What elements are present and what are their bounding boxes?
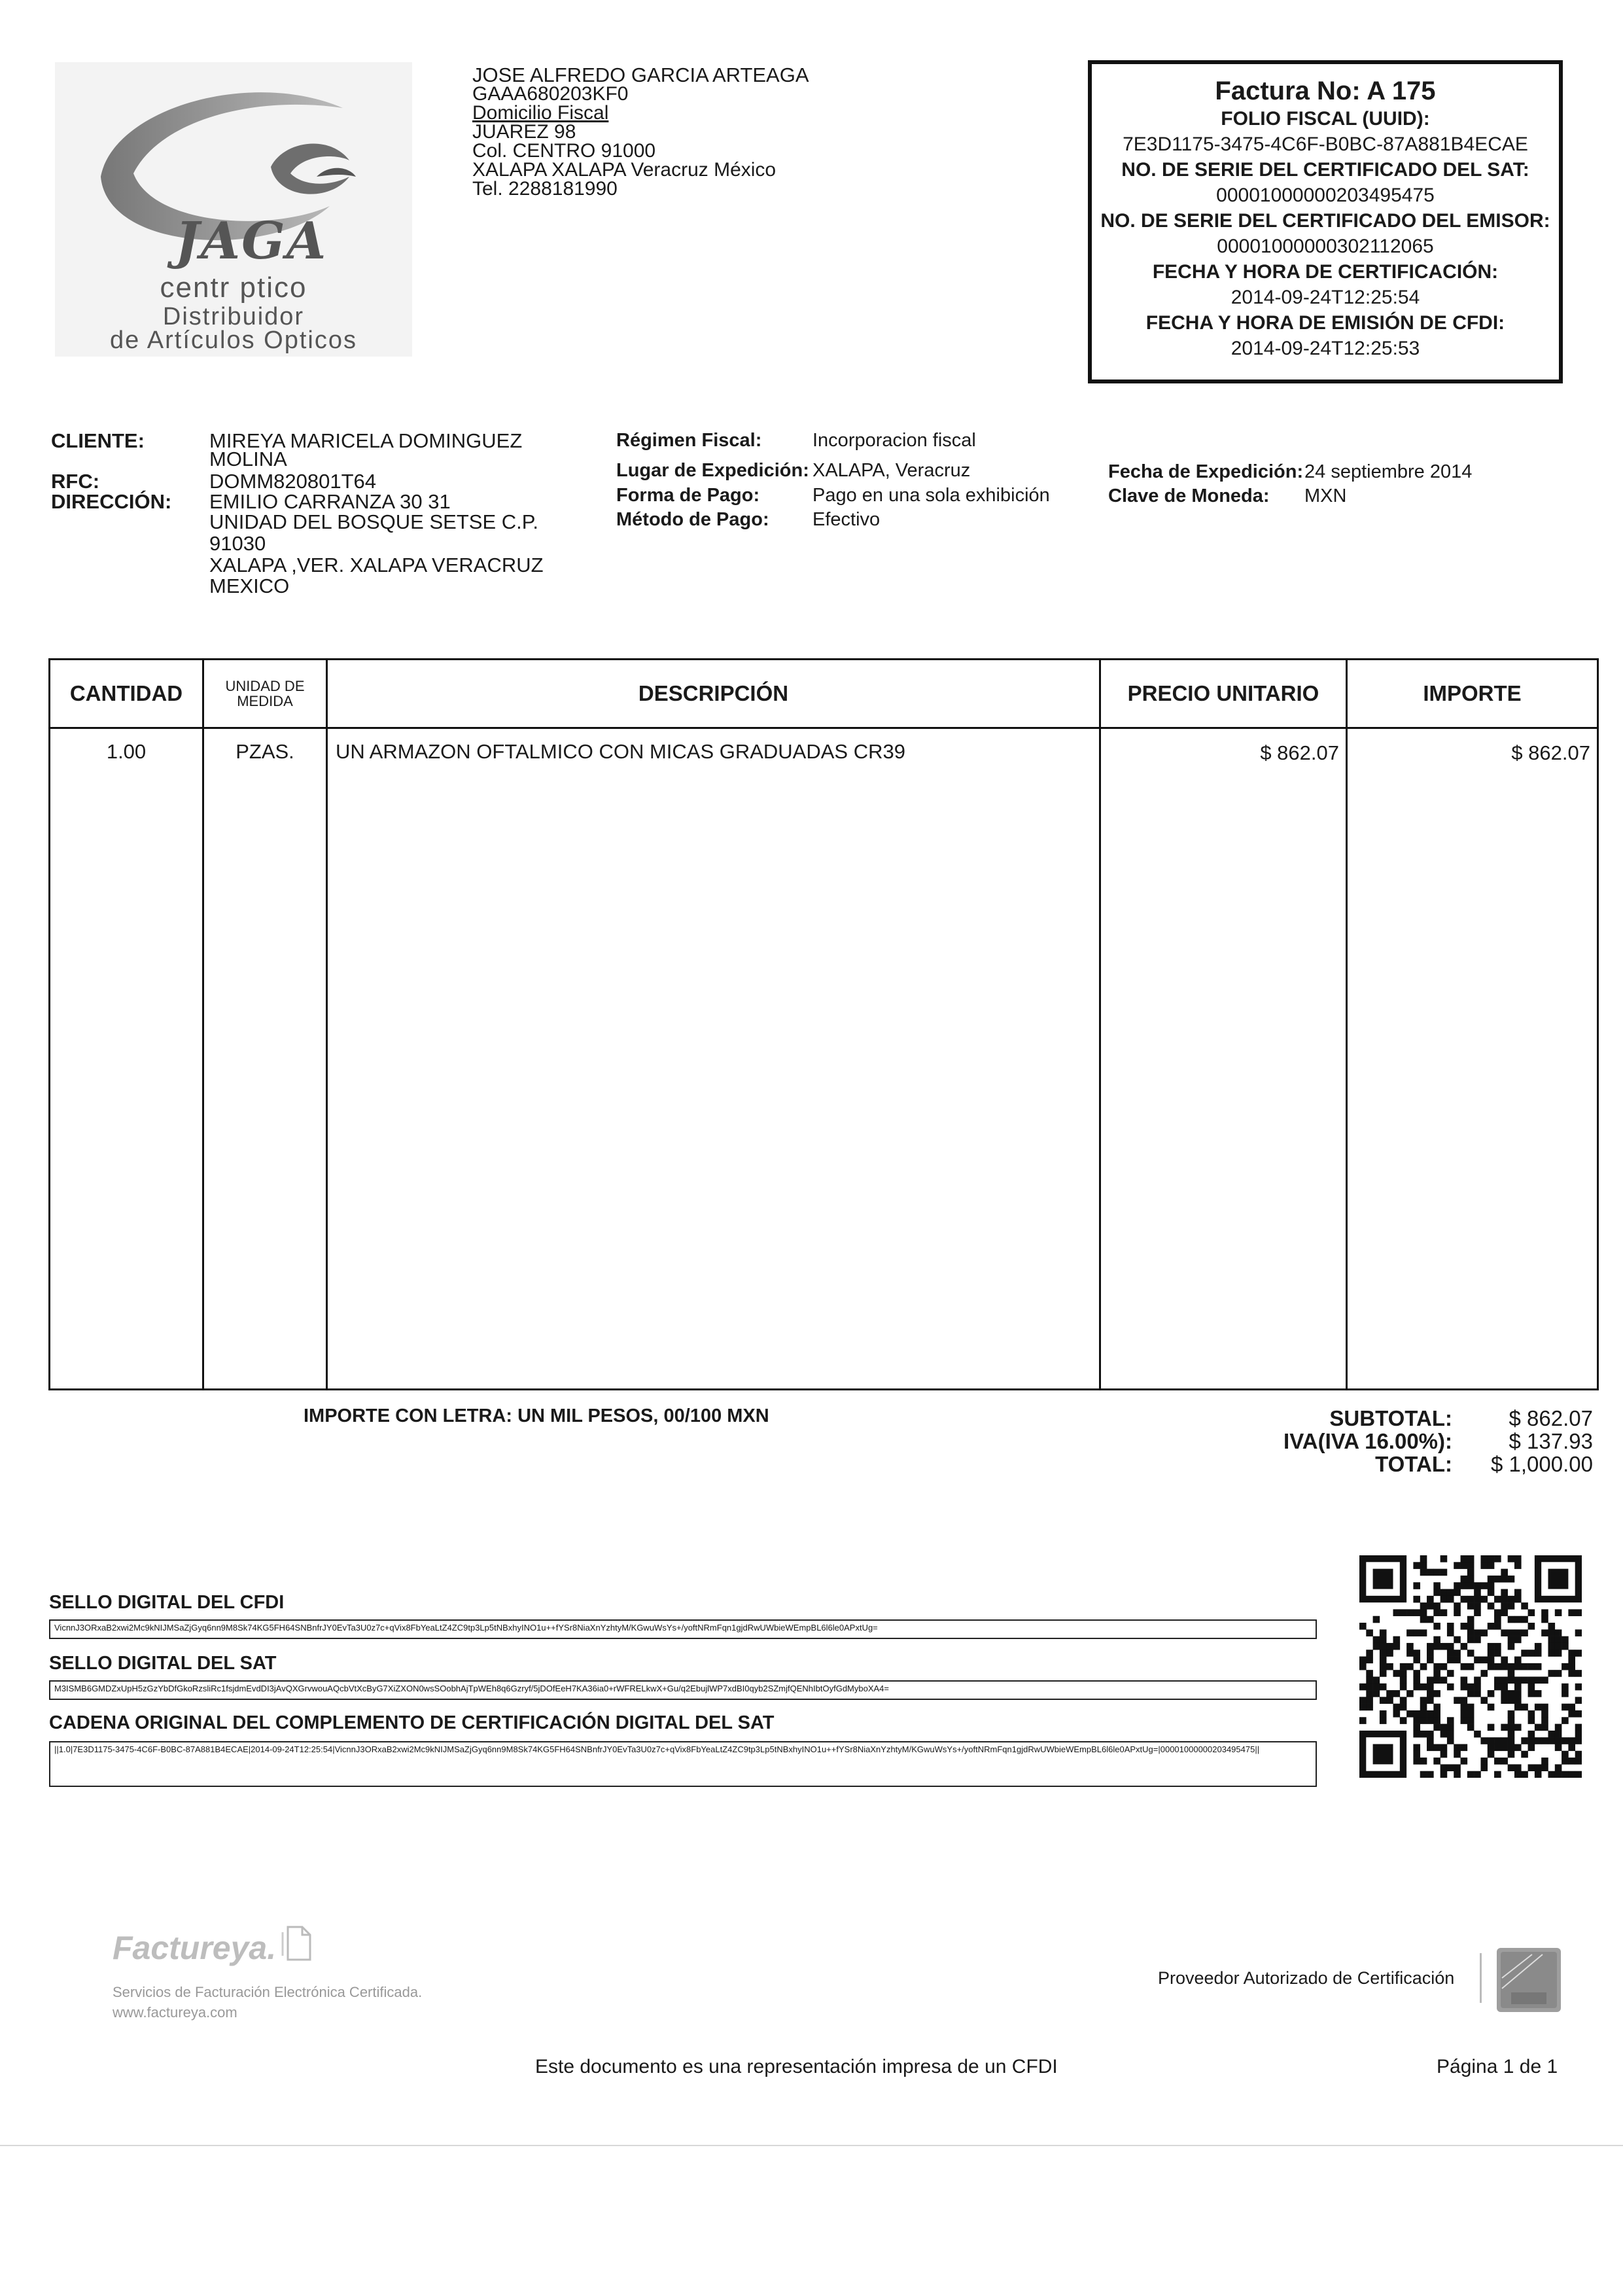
header-unidad-line2: MEDIDA <box>237 693 293 709</box>
cfdi-seal-label: SELLO DIGITAL DEL CFDI <box>49 1592 285 1613</box>
issuer-block <box>472 65 809 198</box>
fecha-label: Fecha de Expedición: <box>1108 461 1304 482</box>
logo-line1: Distribuidor <box>162 303 305 330</box>
factureya-line: Servicios de Facturación Electrónica Certificada. <box>113 1984 423 2000</box>
client-address-label: DIRECCIÓN: <box>51 490 172 513</box>
factureya-brand: Factureya. <box>113 1930 277 1966</box>
client-name-1: MIREYA MARICELA DOMINGUEZ <box>209 429 523 452</box>
moneda-value: MXN <box>1304 486 1347 506</box>
lugar-label: Lugar de Expedición: <box>616 460 809 481</box>
client-address-3: 91030 <box>209 532 266 555</box>
issuer-phone: Tel. 2288181990 <box>472 178 618 200</box>
items-table <box>48 658 1599 1390</box>
bottom-divider <box>0 2145 1623 2146</box>
pac-divider <box>1480 1953 1482 2003</box>
issuer-address-label: Domicilio Fiscal <box>472 102 609 124</box>
logo-tagline: centr ptico <box>160 272 307 304</box>
sat-seal-label: SELLO DIGITAL DEL SAT <box>49 1653 277 1674</box>
row-importe: $ 862.07 <box>1511 741 1590 764</box>
uuid-value: 7E3D1175-3475-4C6F-B0BC-87A881B4ECAE <box>1123 133 1528 155</box>
metodo-value: Efectivo <box>812 509 881 530</box>
sat-cert-value: 00001000000203495475 <box>1216 185 1435 206</box>
cfdi-representation: Este documento es una representación impresa de un CFDI <box>535 2056 1058 2077</box>
issuer-rfc: GAAA680203KF0 <box>472 83 629 105</box>
lugar-value: XALAPA, Veracruz <box>812 460 971 481</box>
row-precio: $ 862.07 <box>1260 741 1339 764</box>
regimen-label: Régimen Fiscal: <box>616 430 762 451</box>
total-label: TOTAL: <box>1375 1452 1452 1476</box>
client-address-4: XALAPA ,VER. XALAPA VERACRUZ <box>209 554 544 576</box>
client-address-5: MEXICO <box>209 574 290 597</box>
factureya-url: www.factureya.com <box>113 2004 237 2021</box>
header-descripcion: DESCRIPCIÓN <box>638 681 789 705</box>
original-chain-label: CADENA ORIGINAL DEL COMPLEMENTO DE CERTIFICACIÓN DIGITAL DEL SAT <box>49 1712 775 1733</box>
client-name-2: MOLINA <box>209 448 287 470</box>
client-address-1: EMILIO CARRANZA 30 31 <box>209 490 451 513</box>
amount-words-label: IMPORTE CON LETRA: <box>304 1405 512 1426</box>
document-icon <box>280 1923 317 1967</box>
iva-label: IVA(IVA 16.00%): <box>1283 1429 1452 1453</box>
uuid-label: FOLIO FISCAL (UUID): <box>1221 108 1430 130</box>
client-address-2: UNIDAD DEL BOSQUE SETSE C.P. <box>209 510 539 533</box>
client-rfc-label: RFC: <box>51 470 100 493</box>
forma-value: Pago en una sola exhibición <box>812 485 1050 506</box>
sat-cert-label: NO. DE SERIE DEL CERTIFICADO DEL SAT: <box>1121 159 1529 181</box>
regimen-value: Incorporacion fiscal <box>812 430 976 451</box>
moneda-label: Clave de Moneda: <box>1108 486 1270 506</box>
logo-line2: de Artículos Opticos <box>110 327 357 354</box>
forma-label: Forma de Pago: <box>616 485 760 506</box>
header-importe: IMPORTE <box>1423 681 1522 705</box>
issuer-cert-label: NO. DE SERIE DEL CERTIFICADO DEL EMISOR: <box>1100 210 1550 232</box>
company-logo <box>55 62 412 357</box>
cfdi-seal-value: VicnnJ3ORxaB2xwi2Mc9kNIJMSaZjGyq6nn9M8Sk74KG5FH64SNBnfrJY0EvTa3U0z7c+qVix8FbYeaLtZ4ZC9tp3Lp5tNBxhyINO1u++fYSr8NiaXnYzhtyM/KGwuWsYs+/yoftNRmFqn1gjdRwUWbieWEmpBL6l6le0APxtUg= <box>49 1619 1317 1639</box>
issuer-cert-value: 00001000000302112065 <box>1217 236 1434 257</box>
issuer-street: JUAREZ 98 <box>472 121 576 143</box>
fecha-value: 24 septiembre 2014 <box>1304 461 1473 482</box>
row-cantidad: 1.00 <box>106 740 147 763</box>
cert-date-label: FECHA Y HORA DE CERTIFICACIÓN: <box>1152 261 1499 283</box>
emission-date-label: FECHA Y HORA DE EMISIÓN DE CFDI: <box>1145 312 1505 334</box>
qr-code <box>1359 1555 1582 1778</box>
row-unidad: PZAS. <box>236 740 294 763</box>
header-unidad-line1: UNIDAD DE <box>225 678 305 694</box>
cert-date-value: 2014-09-24T12:25:54 <box>1230 287 1420 308</box>
amount-words-value: UN MIL PESOS, 00/100 MXN <box>517 1405 769 1426</box>
client-rfc: DOMM820801T64 <box>209 470 377 493</box>
subtotal-label: SUBTOTAL: <box>1329 1406 1452 1430</box>
header-cantidad: CANTIDAD <box>69 681 183 705</box>
sat-seal-value: M3ISMB6GMDZxUpH5zGzYbDfGkoRzsliRc1fsjdmEvdDI3jAvQXGrvwouAQcbVtXcByG7XiZXON0wsSOobhAjTpWEh8q6Gzryf/5jDOfEeH7KA36ia0+rWFRELkwX+Gu/q2EbujlWP7xdBI0qyb2SZmjfQENhIbtOyfGdMyboXA4= <box>49 1680 1317 1700</box>
header-precio: PRECIO UNITARIO <box>1127 681 1319 705</box>
metodo-label: Método de Pago: <box>616 509 769 530</box>
header-unidad <box>204 660 326 727</box>
original-chain-value: ||1.0|7E3D1175-3475-4C6F-B0BC-87A881B4ECAE|2014-09-24T12:25:54|VicnnJ3ORxaB2xwi2Mc9kNIJMSaZjGyq6nn9M8Sk74KG5FH64SNBnfrJY0EvTa3U0z7c+qVix8FbYeaLtZ4ZC9tp3Lp5tNBxhyINO1u++fYSr8NiaXnYzhtyM/KGwuWsYs+/yoftNRmFqn1gjdRwUWbieWEmpBL6l6le0APxtUg=|00001000000203495475|| <box>49 1741 1317 1787</box>
logo-brand: JAGA <box>175 211 328 271</box>
qr-code-icon <box>1359 1555 1582 1778</box>
fiscal-info-box <box>1088 60 1563 383</box>
emission-date-value: 2014-09-24T12:25:53 <box>1230 338 1420 359</box>
row-descripcion: UN ARMAZON OFTALMICO CON MICAS GRADUADAS CR39 <box>336 740 905 763</box>
page-number: Página 1 de 1 <box>1437 2056 1558 2077</box>
total-value: $ 1,000.00 <box>1491 1452 1593 1476</box>
sat-cfd-badge-icon <box>1493 1945 1565 2016</box>
amount-in-words <box>304 1405 769 1427</box>
subtotal-value: $ 862.07 <box>1509 1406 1593 1430</box>
pac-text: Proveedor Autorizado de Certificación <box>1158 1968 1455 1988</box>
invoice-number: Factura No: A 175 <box>1215 77 1436 105</box>
issuer-colonia: Col. CENTRO 91000 <box>472 140 656 162</box>
issuer-name: JOSE ALFREDO GARCIA ARTEAGA <box>472 63 809 86</box>
client-label: CLIENTE: <box>51 429 145 452</box>
iva-value: $ 137.93 <box>1509 1429 1593 1453</box>
issuer-city: XALAPA XALAPA Veracruz México <box>472 159 777 181</box>
